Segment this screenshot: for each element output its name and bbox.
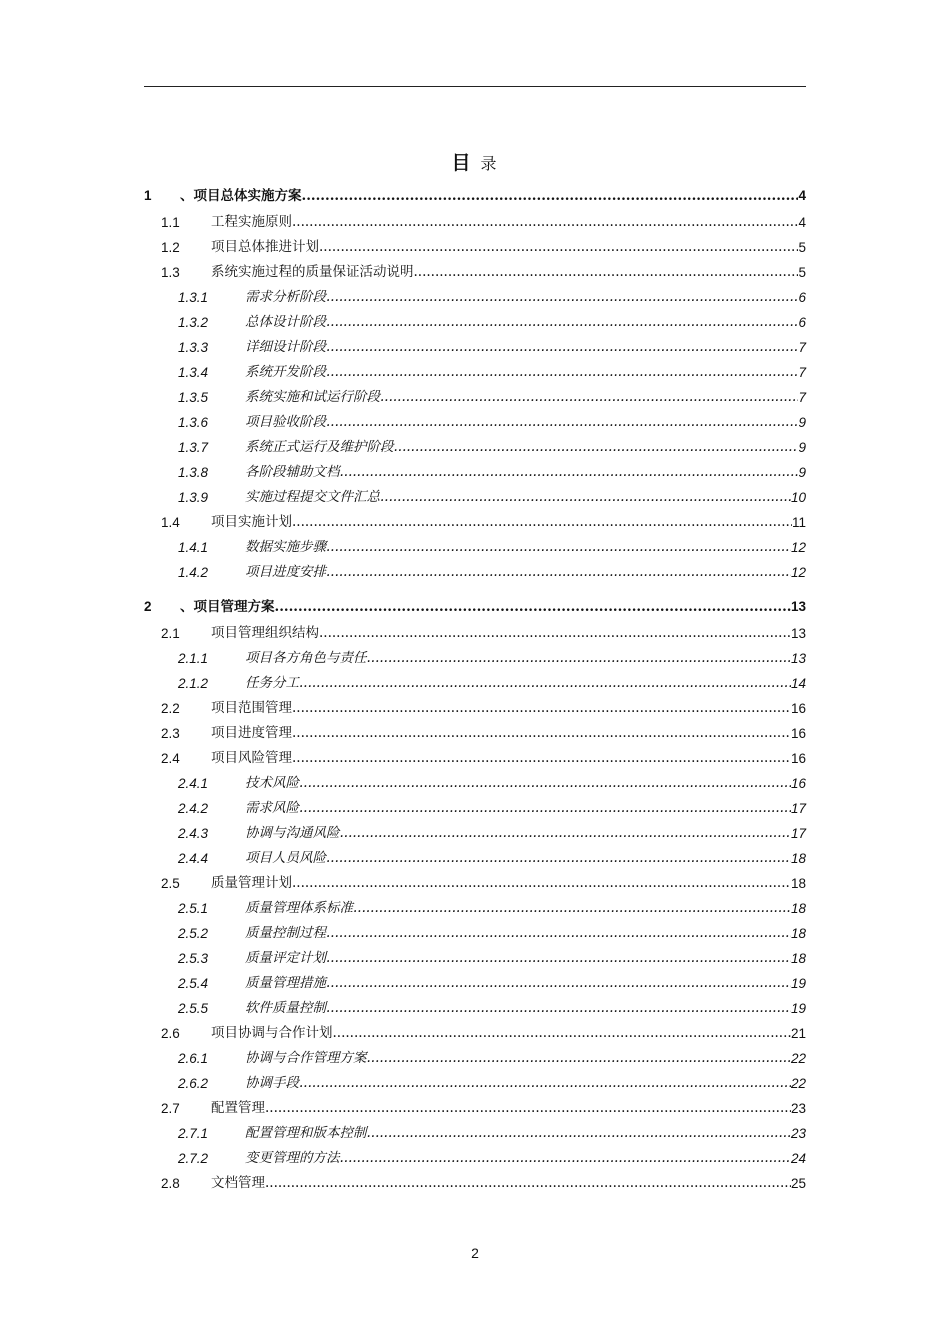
toc-entry-page: 5 — [798, 265, 806, 280]
toc-entry-title: 系统开发阶段 — [245, 364, 326, 380]
toc-entry-link[interactable] — [245, 846, 806, 871]
toc-entry-number: 1.3.2 — [178, 315, 209, 330]
toc-entry-number: 2.4.2 — [178, 801, 209, 816]
toc-leader-dots — [340, 1146, 791, 1171]
toc-entry-page: 25 — [790, 1176, 806, 1191]
toc-entry[interactable] — [144, 435, 806, 460]
toc-entry-page: 21 — [790, 1026, 806, 1041]
toc-entry-page: 10 — [790, 490, 806, 505]
toc-entry-page: 24 — [790, 1151, 806, 1166]
toc-entry-title: 详细设计阶段 — [245, 339, 326, 355]
toc-entry-number: 2.5.5 — [178, 1001, 209, 1016]
toc-entry[interactable] — [144, 746, 806, 771]
toc-entry-link[interactable] — [245, 335, 806, 360]
toc-entry-link[interactable] — [211, 1021, 806, 1046]
toc-entry[interactable] — [144, 621, 806, 646]
toc-entry-link[interactable] — [211, 260, 806, 285]
toc-entry-page: 18 — [790, 926, 806, 941]
toc-entry-title: 项目进度安排 — [245, 564, 326, 580]
toc-entry[interactable] — [144, 721, 806, 746]
toc-entry-page: 22 — [790, 1076, 806, 1091]
toc-leader-dots — [292, 721, 791, 746]
toc-entry-title: 项目进度管理 — [211, 725, 292, 741]
toc-entry-number: 1.3.5 — [178, 390, 209, 405]
toc-entry-page: 4 — [798, 215, 806, 230]
toc-entry-page: 12 — [790, 565, 806, 580]
toc-entry[interactable] — [144, 385, 806, 410]
toc-title-rest: 录 — [480, 154, 499, 173]
toc-entry[interactable] — [144, 310, 806, 335]
toc-entry[interactable] — [144, 896, 806, 921]
toc-entry-title: 总体设计阶段 — [245, 314, 326, 330]
toc-entry[interactable] — [144, 871, 806, 896]
toc-entry-title: 配置管理 — [211, 1100, 265, 1116]
toc-leader-dots — [333, 1021, 791, 1046]
toc-entry-page: 13 — [790, 651, 806, 666]
toc-entry-link[interactable] — [211, 1096, 806, 1121]
toc-entry[interactable] — [144, 335, 806, 360]
toc-entry[interactable] — [144, 696, 806, 721]
toc-entry-number: 2.3 — [161, 726, 180, 741]
toc-entry[interactable] — [144, 921, 806, 946]
toc-entry-title: 项目实施计划 — [211, 514, 292, 530]
toc-entry-title: 系统正式运行及维护阶段 — [245, 439, 394, 455]
toc-leader-dots — [299, 771, 791, 796]
toc-leader-dots — [380, 485, 791, 510]
toc-entry-number: 2.4.4 — [178, 851, 209, 866]
toc-entry-link[interactable] — [245, 946, 806, 971]
toc-leader-dots — [326, 971, 791, 996]
toc-title-first: 目 — [451, 152, 473, 174]
toc-entry-link[interactable] — [245, 921, 806, 946]
toc-entry-title: 项目各方角色与责任 — [245, 650, 367, 666]
toc-entry-link[interactable] — [245, 485, 806, 510]
toc-entry-page: 9 — [798, 440, 806, 455]
toc-entry-number: 2.1.1 — [178, 651, 209, 666]
toc-entry-link[interactable] — [245, 671, 806, 696]
toc-entry-number: 2.7.2 — [178, 1151, 209, 1166]
toc-entry-link[interactable] — [245, 285, 806, 310]
toc-entry-title: 技术风险 — [245, 775, 299, 791]
toc-entry[interactable] — [144, 771, 806, 796]
toc-entry[interactable] — [144, 971, 806, 996]
toc-entry[interactable] — [144, 996, 806, 1021]
toc-entry-number: 2.4.3 — [178, 826, 209, 841]
toc-entry-title: 质量管理计划 — [211, 875, 292, 891]
toc-entry-link[interactable] — [245, 410, 806, 435]
toc-entry-link[interactable] — [245, 646, 806, 671]
toc-leader-dots — [367, 1046, 791, 1071]
toc-entry-link[interactable] — [211, 510, 806, 535]
toc-entry[interactable] — [144, 510, 806, 535]
toc-entry[interactable] — [144, 796, 806, 821]
toc-entry-page: 18 — [790, 876, 806, 891]
toc-entry[interactable] — [144, 1146, 806, 1171]
toc-entry-title: 文档管理 — [211, 1175, 265, 1191]
toc-entry-link[interactable] — [245, 971, 806, 996]
toc-entry-number: 2.7 — [161, 1101, 180, 1116]
toc-leader-dots — [292, 746, 791, 771]
toc-entry-link[interactable] — [245, 460, 806, 485]
toc-entry-number: 2.5 — [161, 876, 180, 891]
toc-entry-number: 2.6.1 — [178, 1051, 209, 1066]
toc-entry-number: 1.4.2 — [178, 565, 209, 580]
toc-entry[interactable] — [144, 235, 806, 260]
toc-entry[interactable] — [144, 560, 806, 585]
toc-entry-link[interactable] — [245, 385, 806, 410]
toc-entry-page: 6 — [798, 315, 806, 330]
toc-entry-number: 2.8 — [161, 1176, 180, 1191]
toc-entry-title: 项目验收阶段 — [245, 414, 326, 430]
toc-entry-title: 工程实施原则 — [211, 214, 292, 230]
toc-entry-page: 23 — [790, 1126, 806, 1141]
toc-entry[interactable] — [144, 821, 806, 846]
toc-leader-dots — [319, 235, 798, 260]
toc-entry-number: 2.5.1 — [178, 901, 209, 916]
toc-entry[interactable] — [144, 182, 806, 210]
toc-entry-link[interactable] — [245, 771, 806, 796]
toc-leader-dots — [265, 1171, 791, 1196]
toc-entry-link[interactable] — [245, 1046, 806, 1071]
toc-entry-page: 7 — [798, 390, 806, 405]
toc-entry-link[interactable] — [245, 796, 806, 821]
toc-leader-dots — [380, 385, 798, 410]
toc-entry[interactable] — [144, 1121, 806, 1146]
toc-entry-link[interactable] — [180, 182, 806, 210]
toc-entry-number: 2 — [144, 599, 152, 614]
toc-entry-number: 2.2 — [161, 701, 180, 716]
toc-entry-number: 2.6 — [161, 1026, 180, 1041]
toc-entry-title: 任务分工 — [245, 675, 299, 691]
toc-leader-dots — [302, 182, 799, 210]
toc-leader-dots — [326, 946, 791, 971]
toc-entry[interactable] — [144, 646, 806, 671]
toc-entry-page: 11 — [791, 515, 806, 530]
toc-entry-title: 数据实施步骤 — [245, 539, 326, 555]
toc-entry-link[interactable] — [245, 1146, 806, 1171]
toc-entry-link[interactable] — [245, 821, 806, 846]
toc-entry-link[interactable] — [245, 435, 806, 460]
toc-entry-title: 需求分析阶段 — [245, 289, 326, 305]
toc-entry[interactable] — [144, 1046, 806, 1071]
toc-entry-page: 19 — [790, 976, 806, 991]
header-rule — [144, 86, 806, 87]
toc-entry-page: 13 — [790, 599, 806, 614]
toc-entry-page: 23 — [790, 1101, 806, 1116]
toc-leader-dots — [326, 335, 798, 360]
toc-entry[interactable] — [144, 260, 806, 285]
toc-entry-number: 1.3.9 — [178, 490, 209, 505]
toc-entry-number: 1 — [144, 188, 152, 203]
toc-entry-link[interactable] — [211, 621, 806, 646]
toc-entry-title: 系统实施过程的质量保证活动说明 — [211, 264, 414, 280]
toc-entry-title: 项目人员风险 — [245, 850, 326, 866]
toc-entry-number: 2.1.2 — [178, 676, 209, 691]
toc-entry-title: 配置管理和版本控制 — [245, 1125, 367, 1141]
toc-entry-number: 1.3.4 — [178, 365, 209, 380]
toc-entry-title: 各阶段辅助文档 — [245, 464, 340, 480]
toc-entry-title: 质量管理措施 — [245, 975, 326, 991]
toc-entry-title: 、项目总体实施方案 — [180, 188, 302, 204]
toc-leader-dots — [326, 310, 798, 335]
page-number: 2 — [471, 1245, 479, 1261]
toc-entry-page: 16 — [790, 726, 806, 741]
toc-entry-number: 2.4 — [161, 751, 180, 766]
toc-leader-dots — [265, 1096, 791, 1121]
toc-leader-dots — [292, 696, 791, 721]
toc-leader-dots — [326, 360, 798, 385]
toc-entry-page: 5 — [798, 240, 806, 255]
toc-entry[interactable] — [144, 1096, 806, 1121]
toc-entry-title: 变更管理的方法 — [245, 1150, 340, 1166]
toc-entry-title: 协调与沟通风险 — [245, 825, 340, 841]
toc-entry-number: 1.4.1 — [178, 540, 209, 555]
toc-entry-number: 2.7.1 — [178, 1126, 209, 1141]
toc-entry[interactable] — [144, 593, 806, 621]
toc-entry-link[interactable] — [211, 721, 806, 746]
toc-entry-page: 13 — [790, 626, 806, 641]
toc-entry[interactable] — [144, 285, 806, 310]
toc-entry-link[interactable] — [245, 1121, 806, 1146]
toc-leader-dots — [299, 671, 791, 696]
toc-entry-link[interactable] — [245, 896, 806, 921]
toc-entry-title: 需求风险 — [245, 800, 299, 816]
toc-entry-title: 项目范围管理 — [211, 700, 292, 716]
toc-entry-page: 14 — [790, 676, 806, 691]
toc-entry-page: 16 — [790, 776, 806, 791]
toc-entry[interactable] — [144, 460, 806, 485]
toc-entry[interactable] — [144, 1171, 806, 1196]
toc-entry[interactable] — [144, 846, 806, 871]
toc-entry-page: 9 — [798, 415, 806, 430]
toc-entry-link[interactable] — [211, 696, 806, 721]
toc-entry[interactable] — [144, 1021, 806, 1046]
toc-title — [0, 148, 950, 175]
toc-entry-number: 2.5.2 — [178, 926, 209, 941]
toc-entry[interactable] — [144, 1071, 806, 1096]
toc-entry[interactable] — [144, 946, 806, 971]
toc-entry-link[interactable] — [245, 996, 806, 1021]
toc-leader-dots — [292, 210, 798, 235]
toc-leader-dots — [275, 593, 791, 621]
toc-entry-number: 1.3 — [161, 265, 180, 280]
toc-leader-dots — [353, 896, 791, 921]
toc-entry-link[interactable] — [245, 535, 806, 560]
toc-entry-title: 实施过程提交文件汇总 — [245, 489, 380, 505]
toc-leader-dots — [367, 1121, 791, 1146]
toc-entry-link[interactable] — [180, 593, 806, 621]
toc-entry-page: 6 — [798, 290, 806, 305]
toc-entry-page: 18 — [790, 851, 806, 866]
toc-entry-title: 、项目管理方案 — [180, 599, 275, 615]
toc-entry-page: 7 — [798, 340, 806, 355]
toc-entry-page: 16 — [790, 701, 806, 716]
toc-entry[interactable] — [144, 410, 806, 435]
toc-entry-page: 12 — [790, 540, 806, 555]
toc-entry-number: 2.4.1 — [178, 776, 209, 791]
toc-leader-dots — [299, 1071, 791, 1096]
toc-leader-dots — [394, 435, 799, 460]
toc-entry-link[interactable] — [245, 560, 806, 585]
toc-entry-number: 1.3.1 — [178, 290, 209, 305]
toc-entry-page: 17 — [790, 826, 806, 841]
toc-leader-dots — [326, 410, 798, 435]
toc-entry-number: 1.3.7 — [178, 440, 209, 455]
toc-entry-link[interactable] — [211, 235, 806, 260]
toc-entry-number: 2.6.2 — [178, 1076, 209, 1091]
toc-leader-dots — [340, 460, 799, 485]
toc-entry-number: 1.2 — [161, 240, 180, 255]
toc-leader-dots — [340, 821, 791, 846]
toc-entry-title: 系统实施和试运行阶段 — [245, 389, 380, 405]
toc-leader-dots — [326, 285, 798, 310]
toc-entry-number: 2.1 — [161, 626, 180, 641]
toc-leader-dots — [414, 260, 799, 285]
toc-entry-link[interactable] — [211, 871, 806, 896]
table-of-contents — [144, 182, 806, 1196]
toc-entry-link[interactable] — [245, 360, 806, 385]
toc-entry-link[interactable] — [211, 210, 806, 235]
toc-entry-link[interactable] — [211, 1171, 806, 1196]
toc-entry-number: 2.5.3 — [178, 951, 209, 966]
toc-entry-title: 质量管理体系标准 — [245, 900, 353, 916]
toc-entry-number: 2.5.4 — [178, 976, 209, 991]
toc-entry-link[interactable] — [211, 746, 806, 771]
toc-entry-page: 22 — [790, 1051, 806, 1066]
toc-entry-number: 1.3.8 — [178, 465, 209, 480]
toc-entry[interactable] — [144, 360, 806, 385]
toc-entry-page: 19 — [790, 1001, 806, 1016]
toc-entry-page: 17 — [790, 801, 806, 816]
toc-entry-number: 1.4 — [161, 515, 180, 530]
toc-leader-dots — [326, 921, 791, 946]
toc-entry-page: 18 — [790, 901, 806, 916]
toc-leader-dots — [292, 510, 792, 535]
toc-entry-title: 协调与合作管理方案 — [245, 1050, 367, 1066]
toc-entry-page: 18 — [790, 951, 806, 966]
toc-entry[interactable] — [144, 671, 806, 696]
toc-entry[interactable] — [144, 535, 806, 560]
toc-entry-title: 项目管理组织结构 — [211, 625, 319, 641]
toc-entry-number: 1.3.6 — [178, 415, 209, 430]
toc-entry-title: 项目风险管理 — [211, 750, 292, 766]
toc-entry-number: 1.1 — [161, 215, 180, 230]
toc-entry-title: 质量控制过程 — [245, 925, 326, 941]
toc-entry-number: 1.3.3 — [178, 340, 209, 355]
toc-leader-dots — [319, 621, 791, 646]
toc-leader-dots — [326, 535, 791, 560]
toc-entry-page: 4 — [798, 188, 806, 203]
toc-leader-dots — [326, 996, 791, 1021]
toc-entry-title: 项目协调与合作计划 — [211, 1025, 333, 1041]
toc-leader-dots — [299, 796, 791, 821]
toc-entry-title: 质量评定计划 — [245, 950, 326, 966]
toc-entry-page: 9 — [798, 465, 806, 480]
toc-leader-dots — [326, 560, 791, 585]
toc-leader-dots — [326, 846, 791, 871]
toc-entry-link[interactable] — [245, 1071, 806, 1096]
toc-entry-title: 项目总体推进计划 — [211, 239, 319, 255]
toc-entry-title: 软件质量控制 — [245, 1000, 326, 1016]
toc-leader-dots — [292, 871, 791, 896]
toc-entry-page: 16 — [790, 751, 806, 766]
toc-entry[interactable] — [144, 485, 806, 510]
toc-entry-page: 7 — [798, 365, 806, 380]
toc-entry[interactable] — [144, 210, 806, 235]
toc-entry-link[interactable] — [245, 310, 806, 335]
toc-leader-dots — [367, 646, 791, 671]
toc-entry-title: 协调手段 — [245, 1075, 299, 1091]
